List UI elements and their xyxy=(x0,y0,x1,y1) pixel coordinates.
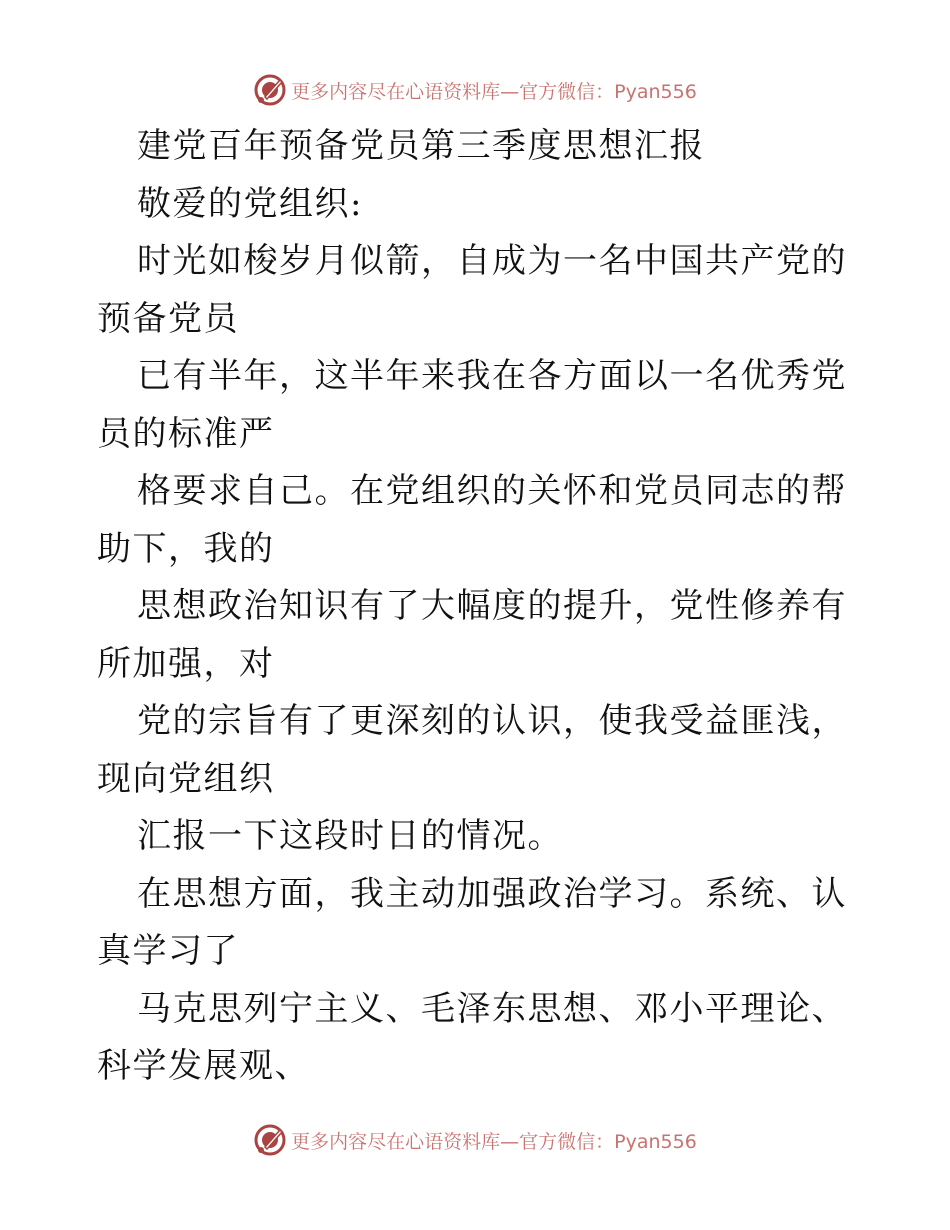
red-circle-pen-logo-icon xyxy=(253,73,287,107)
red-circle-pen-logo-icon xyxy=(253,1123,287,1157)
header-watermark xyxy=(0,70,950,110)
paragraph-line: 思想政治知识有了大幅度的提升，党性修养有所加强，对 xyxy=(97,586,847,684)
salutation: 敬爱的党组织: xyxy=(137,183,363,224)
paragraph-line: 已有半年，这半年来我在各方面以一名优秀党员的标准严 xyxy=(97,356,847,454)
paragraph-line: 格要求自己。在党组织的关怀和党员同志的帮助下，我的 xyxy=(97,471,847,569)
watermark-text: 更多内容尽在心语资料库—官方微信：Pyan556 xyxy=(291,1130,697,1153)
paragraph-line: 党的宗旨有了更深刻的认识，使我受益匪浅，现向党组织 xyxy=(97,701,847,799)
paragraph-line: 时光如梭岁月似箭，自成为一名中国共产党的预备党员 xyxy=(97,241,847,339)
document-title: 建党百年预备党员第三季度思想汇报 xyxy=(137,126,705,166)
watermark-text: 更多内容尽在心语资料库—官方微信：Pyan556 xyxy=(291,80,697,103)
paragraph-line: 汇报一下这段时日的情况。 xyxy=(137,816,563,856)
paragraph-line: 在思想方面，我主动加强政治学习。系统、认真学习了 xyxy=(97,873,847,971)
paragraph-line: 马克思列宁主义、毛泽东思想、邓小平理论、科学发展观、 xyxy=(97,988,847,1086)
footer-watermark xyxy=(0,1120,950,1160)
document-body xyxy=(0,118,950,1096)
